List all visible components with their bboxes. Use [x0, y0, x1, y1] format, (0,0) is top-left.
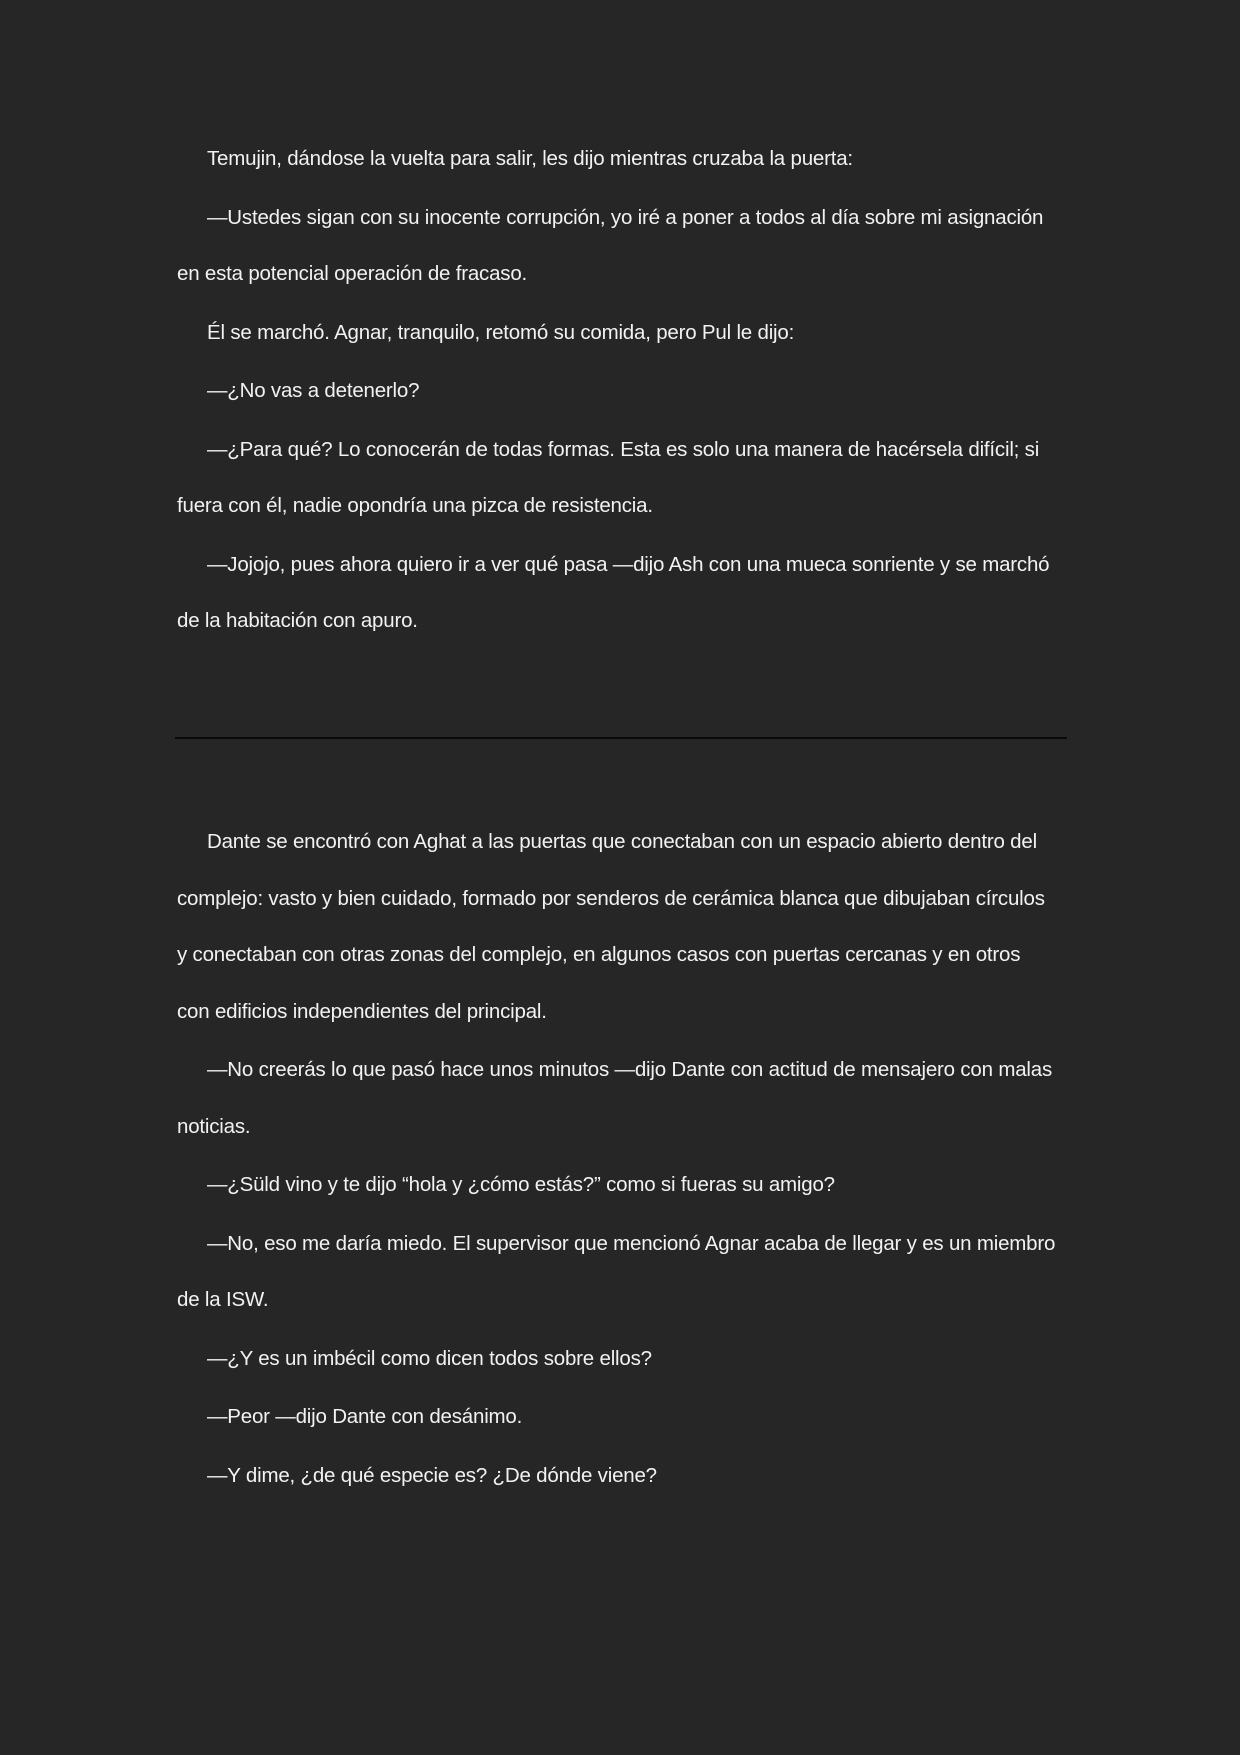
- paragraph: Temujin, dándose la vuelta para salir, les dijo mientras cruzaba la puerta:: [207, 147, 853, 170]
- paragraph: —¿Para qué? Lo conocerán de todas formas. Esta es solo una manera de hacérsela difícil; si fuera con él, nadie opondría una pizca de resistencia.: [177, 437, 1040, 517]
- paragraph: —No, eso me daría miedo. El supervisor que mencionó Agnar acaba de llegar y es un miembro de la ISW.: [177, 1231, 1056, 1311]
- paragraph: Él se marchó. Agnar, tranquilo, retomó su comida, pero Pul le dijo:: [207, 320, 795, 344]
- paragraph: Dante se encontró con Aghat a las puertas que conectaban con un espacio abierto dentro del complejo: vasto y bien cuidado, formado por senderos de cerámica blanca que dibujaban círculos y conectaban con otras zonas del complejo, en algunos casos con puertas cercanas y en otros con edificios independientes del principal.: [177, 830, 1045, 1023]
- paragraph: —¿Süld vino y te dijo “hola y ¿cómo estás?” como si fueras su amigo?: [207, 1173, 835, 1196]
- paragraph: —Y dime, ¿de qué especie es? ¿De dónde viene?: [207, 1463, 657, 1487]
- section-divider: [175, 737, 1067, 739]
- text-section-after-divider: [177, 828, 1057, 1520]
- paragraph: —No creerás lo que pasó hace unos minutos —dijo Dante con actitud de mensajero con malas noticias.: [177, 1058, 1053, 1138]
- paragraph: —¿Y es un imbécil como dicen todos sobre ellos?: [207, 1346, 652, 1370]
- paragraph: —Peor —dijo Dante con desánimo.: [207, 1405, 523, 1428]
- paragraph: —Ustedes sigan con su inocente corrupción, yo iré a poner a todos al día sobre mi asignación en esta potencial operación de fracaso.: [177, 205, 1044, 285]
- paragraph: —Jojojo, pues ahora quiero ir a ver qué pasa —dijo Ash con una mueca sonriente y se marchó de la habitación con apuro.: [177, 552, 1050, 632]
- paragraph: —¿No vas a detenerlo?: [207, 379, 420, 402]
- text-section-before-divider: [177, 145, 1057, 666]
